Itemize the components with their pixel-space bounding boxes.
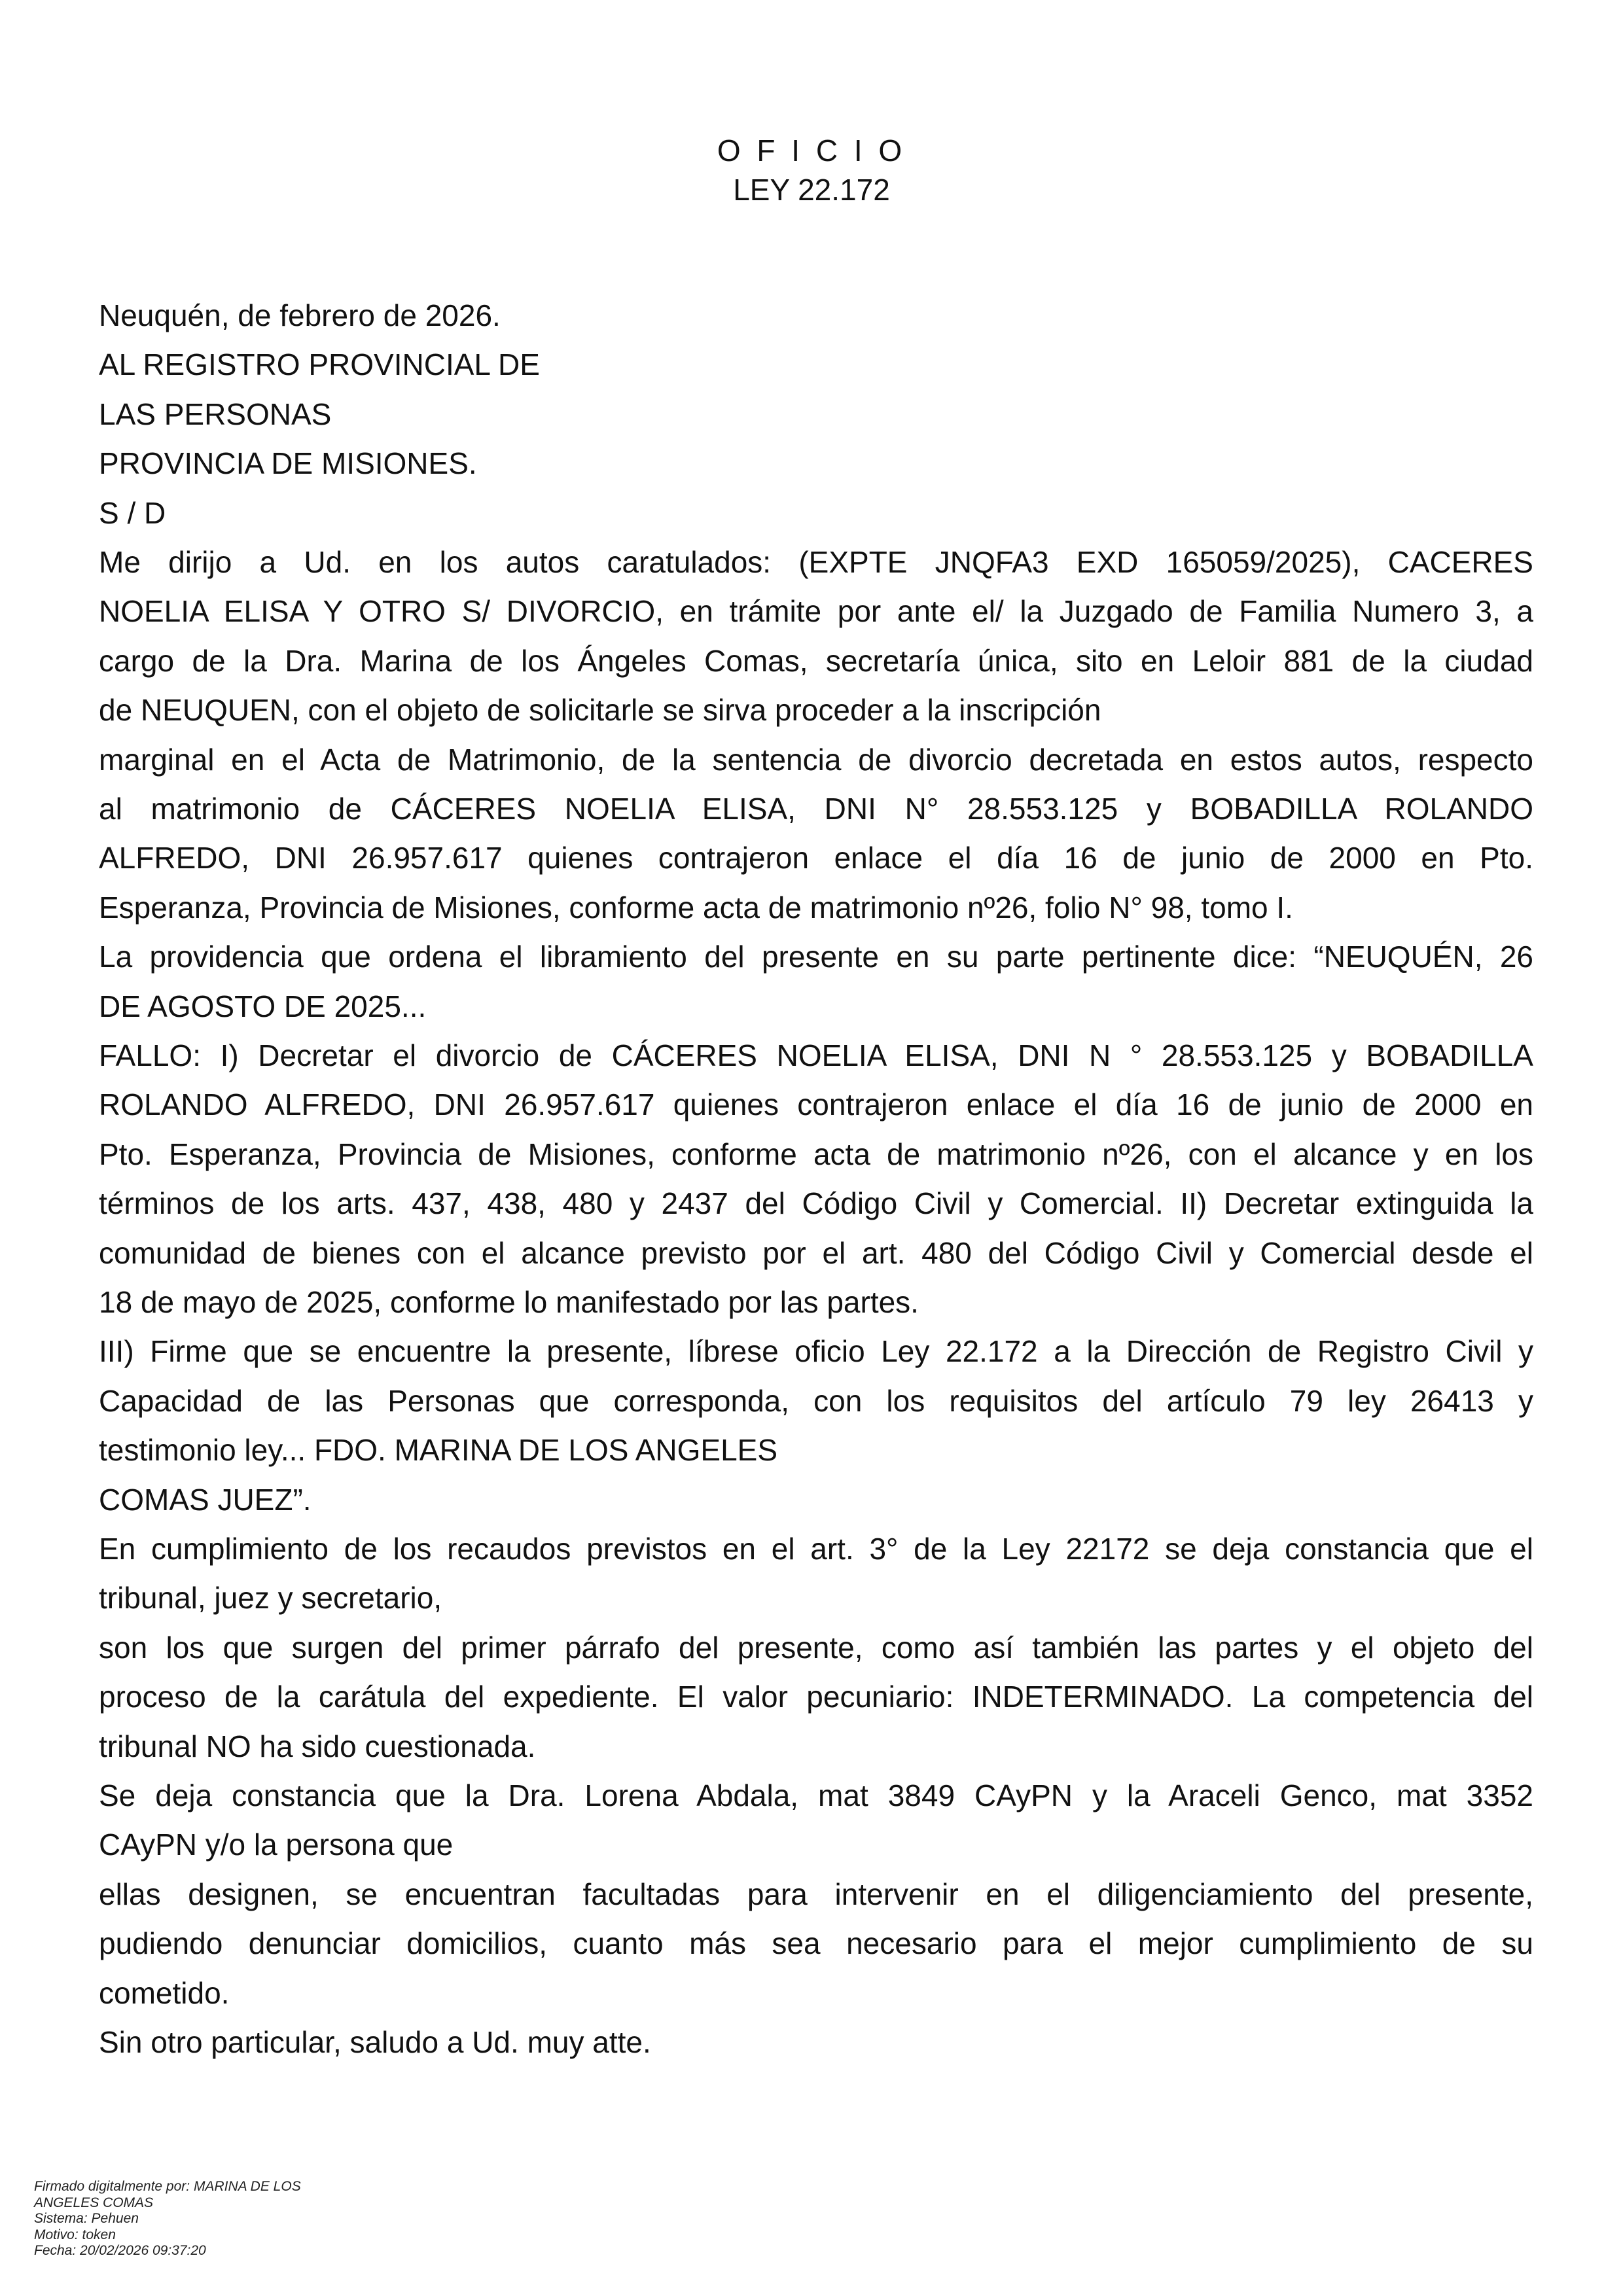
text-line: son los que surgen del primer párrafo del presente, como así también las partes y el objeto del	[99, 1630, 1533, 1665]
text-line: ellas designen, se encuentran facultadas para intervenir en el diligenciamiento del presente,	[99, 1877, 1533, 1911]
text-line: Se deja constancia que la Dra. Lorena Abdala, mat 3849 CAyPN y la Araceli Genco, mat 3352	[99, 1778, 1533, 1812]
digital-signature-block	[34, 2179, 440, 2259]
text-line: ROLANDO ALFREDO, DNI 26.957.617 quienes contrajeron enlace el día 16 de junio de 2000 en	[99, 1087, 1533, 1122]
text-line: Pto. Esperanza, Provincia de Misiones, conforme acta de matrimonio nº26, con el alcance y en los	[99, 1137, 1533, 1171]
date-line: Neuquén, de febrero de 2026.	[99, 298, 501, 332]
recipient-line: LAS PERSONAS	[99, 397, 332, 431]
signature-signed-by: Firmado digitalmente por: MARINA DE LOS	[34, 2179, 301, 2194]
text-line: La providencia que ordena el libramiento del presente en su parte pertinente dice: “NEUQUÉN, 26	[99, 940, 1533, 974]
text-line: ALFREDO, DNI 26.957.617 quienes contrajeron enlace el día 16 de junio de 2000 en Pto.	[99, 841, 1533, 875]
text-line: tribunal NO ha sido cuestionada.	[99, 1729, 536, 1763]
signature-signed-by-cont: ANGELES COMAS	[34, 2195, 154, 2210]
text-line: testimonio ley... FDO. MARINA DE LOS ANGELES	[99, 1433, 778, 1468]
document-title: O F I C I O	[717, 133, 906, 168]
text-line: cargo de la Dra. Marina de los Ángeles Comas, secretaría única, sito en Leloir 881 de la ciudad	[99, 643, 1533, 678]
text-line: Capacidad de las Personas que corresponda, con los requisitos del artículo 79 ley 26413 y	[99, 1383, 1533, 1418]
text-line: proceso de la carátula del expediente. El valor pecuniario: INDETERMINADO. La competencia del	[99, 1680, 1533, 1714]
recipient-line: AL REGISTRO PROVINCIAL DE	[99, 347, 540, 382]
document-body	[99, 291, 1533, 2067]
text-line: tribunal, juez y secretario,	[99, 1581, 442, 1616]
recipient-line: PROVINCIA DE MISIONES.	[99, 446, 477, 481]
text-line: comunidad de bienes con el alcance previsto por el art. 480 del Código Civil y Comercial desde el	[99, 1235, 1533, 1270]
signature-reason: Motivo: token	[34, 2227, 116, 2242]
text-line: En cumplimiento de los recaudos previstos en el art. 3° de la Ley 22172 se deja constancia que el	[99, 1531, 1533, 1566]
text-line: III) Firme que se encuentre la presente, líbrese oficio Ley 22.172 a la Dirección de Registro Civil y	[99, 1334, 1533, 1369]
text-line: al matrimonio de CÁCERES NOELIA ELISA, DNI N° 28.553.125 y BOBADILLA ROLANDO	[99, 792, 1533, 826]
text-line: FALLO: I) Decretar el divorcio de CÁCERES NOELIA ELISA, DNI N ° 28.553.125 y BOBADILLA	[99, 1038, 1533, 1072]
text-line: COMAS JUEZ”.	[99, 1482, 312, 1517]
document-subtitle: LEY 22.172	[733, 173, 890, 207]
signature-system: Sistema: Pehuen	[34, 2211, 139, 2226]
text-line: marginal en el Acta de Matrimonio, de la sentencia de divorcio decretada en estos autos, respecto	[99, 742, 1533, 777]
text-line: CAyPN y/o la persona que	[99, 1828, 454, 1862]
text-line: 18 de mayo de 2025, conforme lo manifestado por las partes.	[99, 1284, 919, 1319]
text-line: cometido.	[99, 1975, 230, 2010]
closing-line: Sin otro particular, saludo a Ud. muy atte.	[99, 2024, 651, 2059]
text-line: de NEUQUEN, con el objeto de solicitarle se sirva proceder a la inscripción	[99, 693, 1101, 728]
text-line: términos de los arts. 437, 438, 480 y 2437 del Código Civil y Comercial. II) Decretar extinguida la	[99, 1186, 1533, 1221]
text-line: DE AGOSTO DE 2025...	[99, 989, 427, 1023]
text-line: Esperanza, Provincia de Misiones, conforme acta de matrimonio nº26, folio N° 98, tomo I.	[99, 890, 1293, 925]
text-line: NOELIA ELISA Y OTRO S/ DIVORCIO, en trámite por ante el/ la Juzgado de Familia Numero 3, a	[99, 594, 1533, 629]
signature-date: Fecha: 20/02/2026 09:37:20	[34, 2243, 206, 2258]
text-line: pudiendo denunciar domicilios, cuanto más sea necesario para el mejor cumplimiento de su	[99, 1926, 1533, 1961]
salutation-line: S / D	[99, 495, 166, 530]
text-line: Me dirijo a Ud. en los autos caratulados: (EXPTE JNQFA3 EXD 165059/2025), CACERES	[99, 545, 1533, 580]
